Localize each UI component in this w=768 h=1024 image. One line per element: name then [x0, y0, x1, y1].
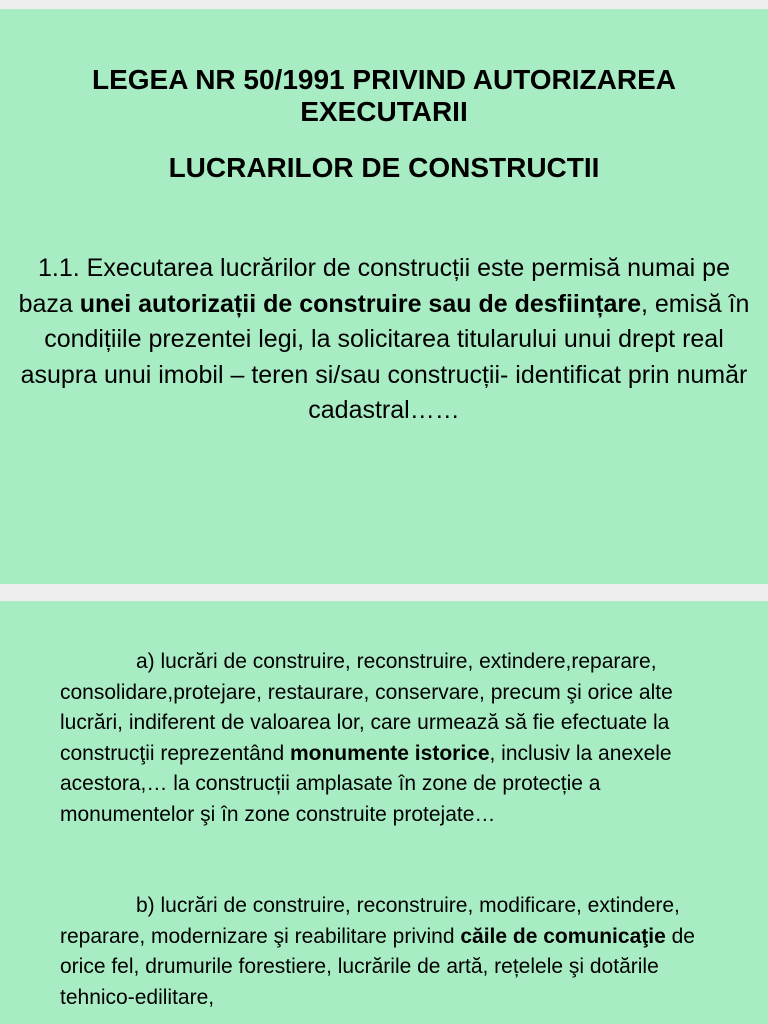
- law-subtitle: LUCRARILOR DE CONSTRUCTII: [168, 152, 600, 183]
- law-title: LEGEA NR 50/1991 PRIVIND AUTORIZAREA EXECUTARII: [92, 64, 676, 127]
- item-a-bold-text: monumente istorice: [289, 741, 490, 765]
- item-b-bold-text: căile de comunicaţie: [460, 924, 666, 948]
- article-1-1-text-start: 1.1. Executarea lucrărilor de construcții este permisă numai pe baza: [18, 254, 730, 318]
- article-1-1-text-end: , emisă în condițiile prezentei legi, la solicitarea titularului unui drept real asupra unui imobil – teren si/sau construcții- identificat prin număr cadastral……: [20, 289, 750, 424]
- item-a-text-end: , inclusiv la anexele acestora,… la construcții amplasate în zone de protecție a monumentelor şi în zone construite protejate…: [60, 741, 672, 826]
- article-1-1-bold-text: unei autorizații de construire sau de desființare: [79, 289, 642, 318]
- item-b-text-start: b) lucrări de construire, reconstruire, modificare, extindere, reparare, modernizare şi reabilitare privind: [60, 894, 680, 948]
- slide-2: [0, 601, 768, 1024]
- item-b-paragraph: [60, 891, 728, 1013]
- item-a-text-start: a) lucrări de construire, reconstruire, extindere,reparare, consolidare,protejare, restaurare, conservare, precum şi orice alte lucrări, indiferent de valoarea lor, care urmează să fie efectuate la construcţii reprezentând: [60, 650, 673, 765]
- item-a-paragraph: [60, 647, 728, 830]
- article-1-1-paragraph: [14, 251, 754, 429]
- slide-1: [0, 9, 768, 584]
- item-b-text-end: de orice fel, drumurile forestiere, lucrările de artă, rețelele şi dotările tehnico-edilitare,: [60, 924, 695, 1009]
